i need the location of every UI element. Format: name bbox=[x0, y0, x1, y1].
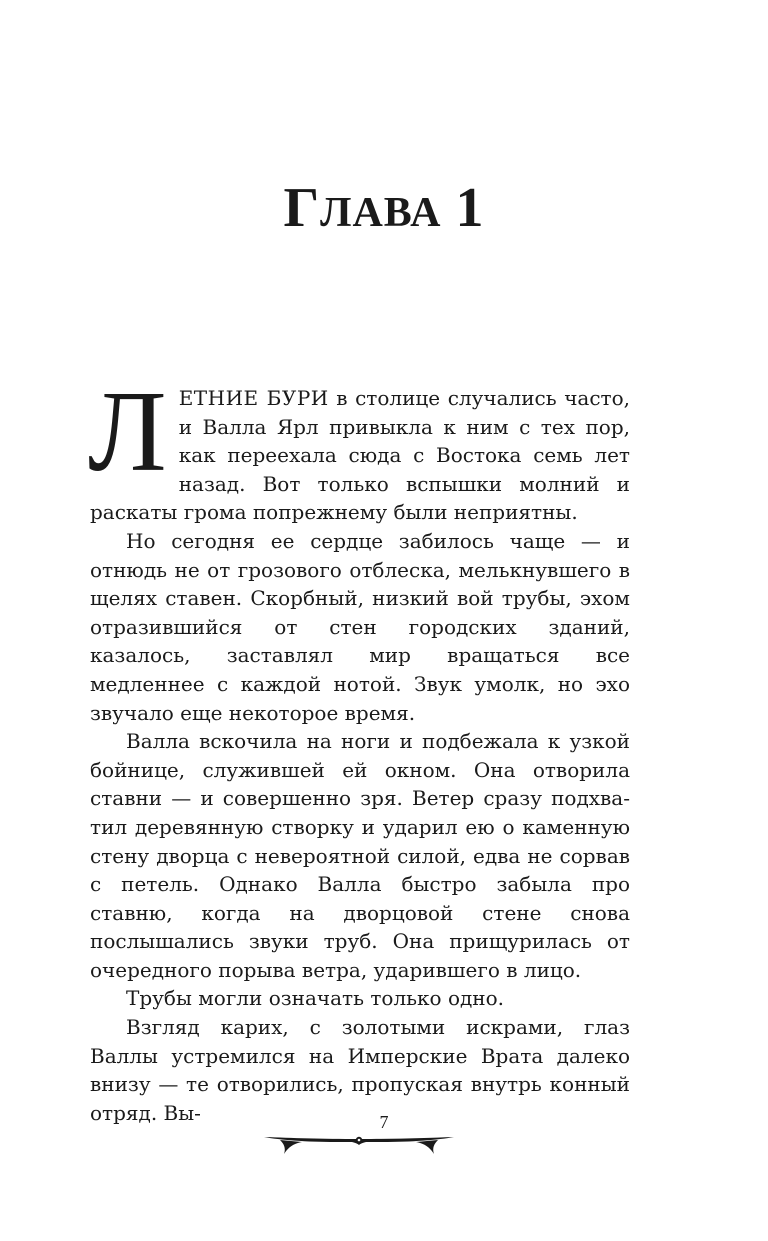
flourish-ornament-icon bbox=[262, 1134, 456, 1158]
paragraph-1-text: в столице случались часто, и Валла Ярл привыкла к ним с тех пор, как переехала сюда с Востока семь лет назад. Вот только вспышки молний и раскаты грома попрежнему были неприятны. bbox=[90, 386, 631, 525]
drop-cap: Л bbox=[88, 368, 167, 496]
paragraph-5: Взгляд карих, с золотыми искрами, глаз Валлы устремился на Имперские Врата далеко внизу — те отворились, пропуская внутрь конный отряд. Вы- bbox=[90, 1015, 630, 1125]
chapter-title bbox=[0, 178, 768, 243]
chapter-title-initial: Г bbox=[283, 177, 321, 239]
lead-in-small-caps: ЕТНИЕ БУРИ bbox=[178, 386, 329, 410]
page-number: 7 bbox=[379, 1112, 389, 1132]
chapter-title-word: ЛАВА bbox=[320, 190, 442, 236]
chapter-number: 1 bbox=[455, 177, 485, 239]
chapter-body bbox=[88, 368, 631, 1127]
paragraph-1 bbox=[88, 368, 631, 527]
paragraph-3: Валла вскочила на ноги и подбежала к узкой бойнице, служившей ей окном. Она отворила ставни — и совершенно зря. Ветер сразу подхватил деревянную створку и ударил ею о каменную стену дворца с невероятной силой, едва не сорвав с петель. Однако Валла быстро забыла про ставню, когда на дворцовой стене снова послышались звуки труб. Она прищурилась от очередного порыва ветра, ударившего в лицо. bbox=[90, 729, 630, 982]
paragraph-4: Трубы могли означать только одно. bbox=[126, 986, 505, 1011]
paragraph-2: Но сегодня ее сердце забилось чаще — и отнюдь не от грозового отблеска, мелькнувшего в щелях ставен. Скорбный, низкий вой трубы, эхом отразившийся от стен городских зданий, казалось, заставлял мир вращаться все медленнее с каждой нотой. Звук умолк, но эхо звучало еще некоторое время. bbox=[90, 528, 630, 725]
